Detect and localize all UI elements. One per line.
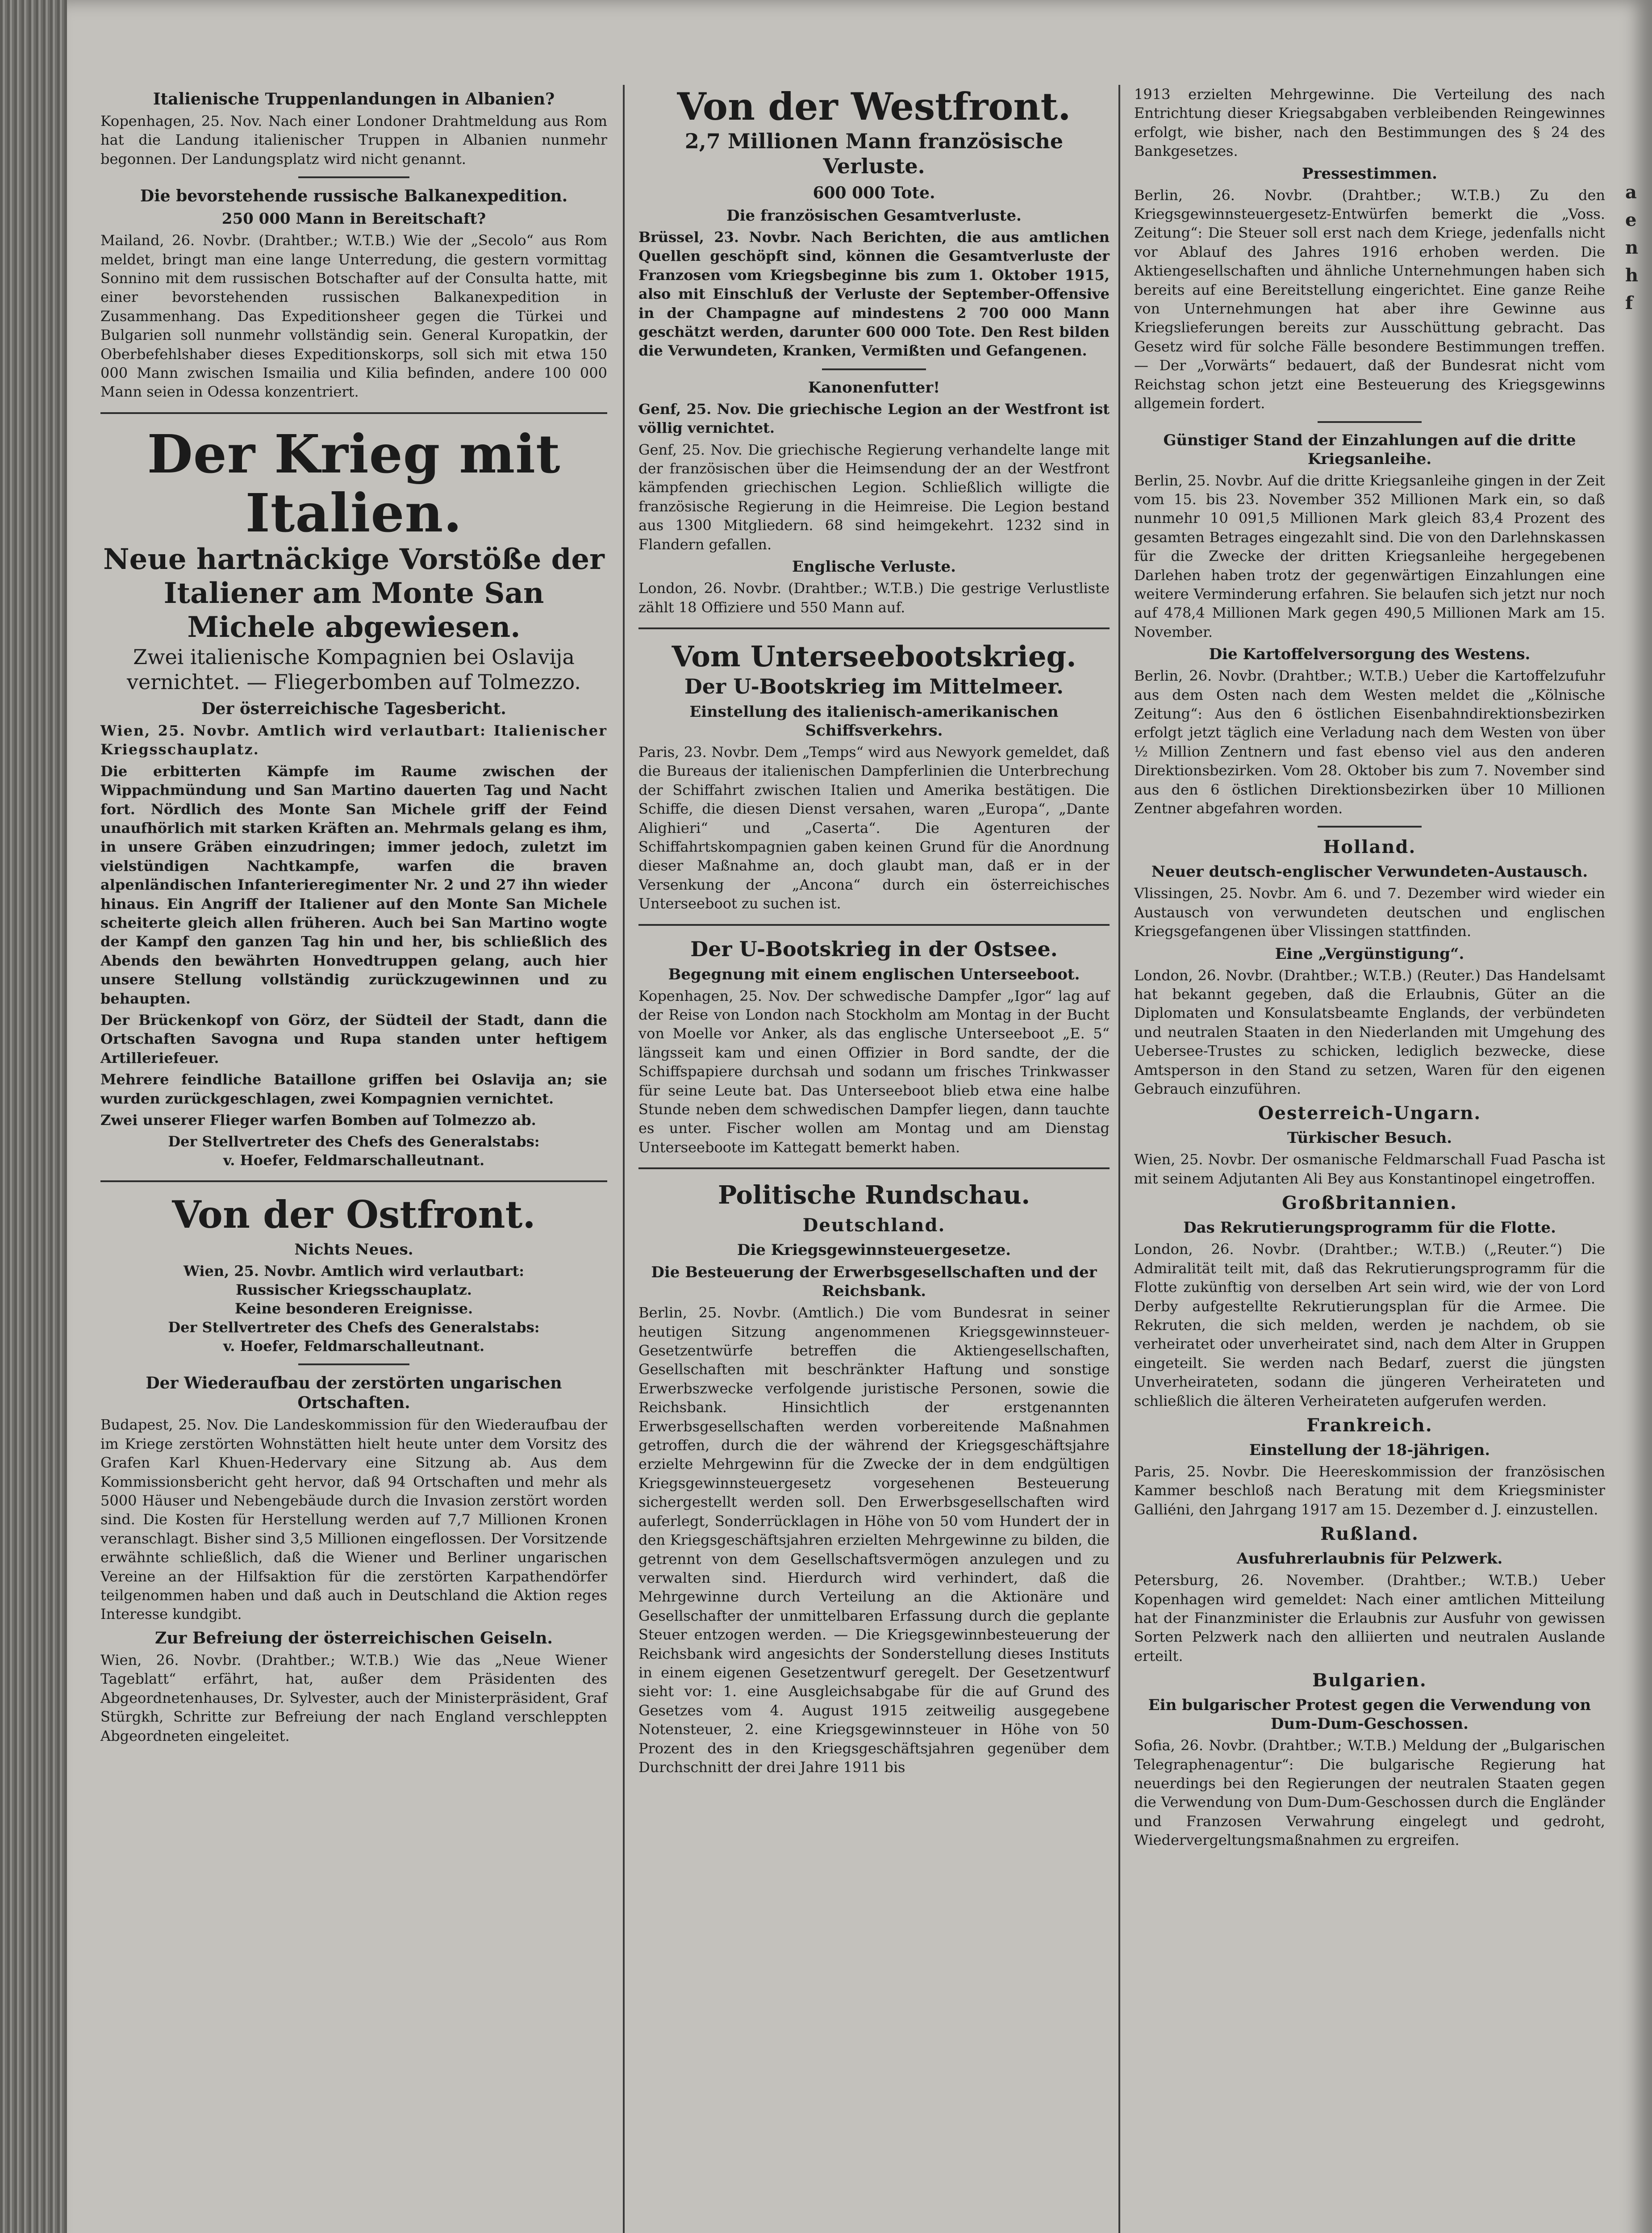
article-subheading: Die Besteuerung der Erwerbsgesellschaften und der Reichsbank. bbox=[651, 1263, 1097, 1300]
article-body: Genf, 25. Nov. Die griechische Legion an der Westfront ist völlig vernichtet. bbox=[638, 400, 1110, 437]
article-heading: Begegnung mit einem englischen Unterseeboot. bbox=[668, 965, 1080, 983]
article-body: London, 26. Novbr. (Drahtber.; W.T.B.) Die gestrige Verlustliste zählt 18 Offiziere und 550 Mann auf. bbox=[638, 580, 1110, 616]
headline-deck: Zwei italienische Kompagnien bei Oslavija vernichtet. — Fliegerbomben auf Tolmezzo. bbox=[127, 644, 581, 694]
section-divider bbox=[638, 924, 1110, 926]
signature: Der Stellvertreter des Chefs des Generalstabs: bbox=[168, 1319, 540, 1336]
article-heading: Die französischen Gesamtverluste. bbox=[726, 207, 1022, 225]
article-heading: Der Wiederaufbau der zerstörten ungarischen Ortschaften. bbox=[146, 1374, 562, 1413]
article-body: Keine besonderen Ereignisse. bbox=[234, 1300, 473, 1317]
column-rule bbox=[1118, 85, 1120, 2233]
article-heading: Die Kriegsgewinnsteuergesetze. bbox=[737, 1241, 1011, 1259]
article-heading: Pressestimmen. bbox=[1302, 164, 1437, 183]
country-heading: Rußland. bbox=[1320, 1523, 1419, 1545]
section-headline: Der Krieg mit Italien. bbox=[147, 422, 561, 544]
article-heading: Türkischer Besuch. bbox=[1287, 1129, 1452, 1147]
article-body: Berlin, 25. Novbr. (Amtlich.) Die vom Bundesrat in seiner heutigen Sitzung angenommenen Kriegsgewinnsteuer-Gesetzentwürfe betreffen die Aktiengesellschaften, Gesellschaften mit beschränkter Haftung und sonstige Erwerbszwecke verfolgende juristische Personen, sowie die Reichsbank. Hinsichtlich der erstgenannten Erwerbsgesellschaften werden vorbereitende Maßnahmen getroffen, durch die der während der Kriegsgeschäftsjahre erzielte Mehrgewinn für die Zwecke der in dem endgültigen Kriegsgewinnsteuergesetz vorgesehenen Besteuerung sichergestellt werden soll. Den Erwerbsgesellschaften wird auferlegt, Sonderrücklagen in Höhe von 50 vom Hundert der in den Kriegsgeschäftsjahren erzielten Mehrgewinne zu bilden, die getrennt von dem Gesellschaftsvermögen anzulegen und zu verwalten sind. Hierdurch wird verhindert, daß die Mehrgewinne durch Verteilung an die Aktionäre und Gesellschafter der unmittelbaren Erfassung durch die geplante Steuer entzogen werden. — Die Kriegsgewinnbesteuerung der Reichsbank wird angesichts der Sonderstellung dieses Instituts in einem eigenen Gesetzentwurf geregelt. Der Gesetzentwurf sieht vor: 1. eine Ausgleichsabgabe für die auf Grund des Gesetzes vom 4. August 1915 zeitweilig ausgegebene Notensteuer, 2. eine Kriegsgewinnsteuer in Höhe von 50 Prozent des in den Kriegsgeschäftsjahren gegenüber dem Durchschnitt der drei Jahre 1911 bis bbox=[638, 1304, 1110, 1776]
article-body: Sofia, 26. Novbr. (Drahtber.; W.T.B.) Meldung der „Bulgarischen Telegraphenagentur“: Die bulgarische Regierung hat neuerdings bei den Regierungen der neutralen Staaten gegen die Verwendung von Dum-Dum-Geschossen durch die Engländer und Franzosen Verwahrung eingelegt und gedroht, Wiedervergeltungsmaßnahmen zu ergreifen. bbox=[1134, 1737, 1605, 1849]
article-heading: Eine „Vergünstigung“. bbox=[1275, 945, 1464, 963]
article-body: Genf, 25. Nov. Die griechische Regierung verhandelte lange mit der französischen über die Heimsendung der an der Westfront kämpfenden griechischen Legion. Schließlich willigte die französische Regierung in die Heimreise. Die Legion bestand aus 1300 Mitgliedern. 68 sind heimgekehrt. 1232 sind in Flandern gefallen. bbox=[638, 441, 1110, 553]
headline-deck: 600 000 Tote. bbox=[813, 184, 935, 202]
section-divider bbox=[100, 1180, 607, 1182]
divider bbox=[1318, 421, 1421, 423]
country-heading: Bulgarien. bbox=[1312, 1670, 1427, 1691]
section-divider bbox=[638, 1167, 1110, 1169]
divider bbox=[822, 368, 926, 370]
article-body: Brüssel, 23. Novbr. Nach Berichten, die aus amtlichen Quellen geschöpft sind, können die Gesamtverluste der Franzosen vom Kriegsbeginne bis zum 1. Oktober 1915, also mit Einschluß der Verluste der September-Offensive in der Champagne auf mindestens 2 700 000 Mann geschätzt werden, darunter 600 000 Tote. Den Rest bilden die Verwundeten, Kranken, Vermißten und Gefangenen. bbox=[638, 229, 1110, 360]
article-heading: Englische Verluste. bbox=[792, 558, 956, 576]
article-heading: Das Rekrutierungsprogramm für die Flotte. bbox=[1183, 1219, 1556, 1237]
signature: v. Hoefer, Feldmarschalleutnant. bbox=[223, 1338, 485, 1355]
article-body: Berlin, 25. Novbr. Auf die dritte Kriegsanleihe gingen in der Zeit vom 15. bis 23. November 352 Millionen Mark ein, so daß nunmehr 10 091,5 Millionen Mark gleich 83,4 Prozent des gesamten Betrages eingezahlt sind. Die von den Darlehnskassen für die Zwecke der dritten Kriegsanleihe hergegebenen Darlehen haben trotz der gegenwärtigen Einzahlungen eine weitere Verminderung erfahren. Sie belaufen sich jetzt nur noch auf 478,4 Millionen Mark gegen 490,5 Millionen Mark am 15. November. bbox=[1134, 472, 1605, 640]
divider bbox=[298, 176, 410, 178]
article-body: Mailand, 26. Novbr. (Drahtber.; W.T.B.) Wie der „Secolo“ aus Rom meldet, bringt man eine lange Unterredung, die gestern vormittag Sonnino mit dem russischen Botschafter auf der Consulta hatte, mit einer bevorstehenden russischen Balkanexpedition in Zusammenhang. Das Expeditionsheer gegen die Türkei und Bulgarien soll nunmehr vollständig sein. General Kuropatkin, der Oberbefehlshaber dieses Expeditionskorps, soll sich mit etwa 150 000 Mann zwischen Ismailia und Kilia befinden, andere 100 000 Mann seien in Odessa konzentriert. bbox=[100, 232, 607, 401]
country-heading: Holland. bbox=[1323, 836, 1416, 858]
headline-deck: Der U-Bootskrieg im Mittelmeer. bbox=[684, 674, 1064, 698]
article-body: Berlin, 26. Novbr. (Drahtber.; W.T.B.) Zu den Kriegsgewinnsteuergesetz-Entwürfen bemerkt die „Voss. Zeitung“: Die Steuer soll erst nach dem Kriege, jedenfalls nicht vor Ablauf des Jahres 1916 erhoben werden. Die Aktiengesellschaften und ähnliche Unternehmungen haben sich bereits auf eine Bereitstellung eingerichtet. Eine ganze Reihe von Unternehmungen hat aber ihre Gewinne aus Kriegslieferungen bereits zur Ausschüttung gebracht. Das Gesetz wird für solche Fälle besondere Bestimmungen treffen. — Der „Vorwärts“ bedauert, daß der Bundesrat nicht vom Reichstag schon jetzt eine Besteuerung des Kriegsgewinns allgemein fordert. bbox=[1134, 186, 1605, 412]
article-heading: Einstellung des italienisch-amerikanischen Schiffsverkehrs. bbox=[689, 703, 1059, 740]
country-heading: Frankreich. bbox=[1306, 1414, 1433, 1436]
signature: v. Hoefer, Feldmarschalleutnant. bbox=[223, 1152, 485, 1169]
section-divider bbox=[638, 627, 1110, 629]
country-heading: Deutschland. bbox=[802, 1215, 946, 1236]
article-subheading: 250 000 Mann in Bereitschaft? bbox=[221, 210, 486, 228]
article-body: Petersburg, 26. November. (Drahtber.; W.T.B.) Ueber Kopenhagen wird gemeldet: Nach einer amtlichen Mitteilung hat der Finanzminister die Erlaubnis zur Ausfuhr von gewissen Sorten Pelzwerk nach den alliierten und neutralen Auslande erteilt. bbox=[1134, 1572, 1605, 1664]
section-divider bbox=[100, 412, 607, 414]
section-headline: Vom Unterseebootskrieg. bbox=[672, 640, 1076, 673]
article-heading: Einstellung der 18-jährigen. bbox=[1249, 1441, 1490, 1459]
section-headline: Der U-Bootskrieg in der Ostsee. bbox=[690, 937, 1058, 961]
article-heading: Italienische Truppenlandungen in Albanien? bbox=[153, 90, 555, 109]
headline-deck: 2,7 Millionen Mann französische Verluste. bbox=[684, 129, 1064, 178]
divider bbox=[1318, 826, 1421, 828]
book-binding bbox=[0, 0, 67, 2233]
article-heading: Zur Befreiung der österreichischen Geiseln. bbox=[155, 1628, 553, 1648]
article-body: Paris, 25. Novbr. Die Heereskommission der französischen Kammer beschloß nach Beratung mit dem Kriegsminister Galliéni, den Jahrgang 1917 am 15. Dezember d. J. einzustellen. bbox=[1134, 1463, 1605, 1518]
article-subheading: Nichts Neues. bbox=[294, 1241, 413, 1259]
headline-deck: Neue hartnäckige Vorstöße der Italiener am Monte San Michele abgewiesen. bbox=[103, 542, 605, 644]
article-body: Die erbitterten Kämpfe im Raume zwischen der Wippachmündung und San Martino dauerten Tag und Nacht fort. Nördlich des Monte San Michele griff der Feind unaufhörlich mit starken Kräften an. Mehrmals gelang es ihm, in unsere Gräben einzudringen; immer jedoch, zuletzt im vielstündigen Nachtkampfe, warfen die braven alpenländischen Infanterieregimenter Nr. 2 und 27 ihn wieder hinaus. Ein Angriff der Italiener auf den Monte San Michele scheiterte gleich allen früheren. Auch bei San Martino wogte der Kampf den ganzen Tag hin und her, bis schließlich des Abends den bewährten Honvedtruppen gelang, auch hier unsere Stellung vollständig zurückzugewinnen und zu behaupten. bbox=[100, 762, 607, 1007]
article-heading: Die Kartoffelversorgung des Westens. bbox=[1209, 645, 1531, 664]
article-body: Kopenhagen, 25. Nov. Der schwedische Dampfer „Igor“ lag auf der Reise von London nach Stockholm am Montag in der Bucht von Moelle vor Anker, als das englische Unterseeboot „E. 5“ längsseit kam und einen Offizier in Bord sandte, der die Schiffspapiere durchsah und sodann um frisches Trinkwasser für seine Leute bat. Das Unterseeboot blieb etwa eine halbe Stunde neben dem schwedischen Dampfer liegen, dann tauchte es unter. Fischer wollen am Montag und am Dienstag Unterseeboote im Kattegatt bemerkt haben. bbox=[638, 987, 1110, 1156]
article-heading: Ein bulgarischer Protest gegen die Verwendung von Dum-Dum-Geschossen. bbox=[1148, 1696, 1591, 1733]
article-body: Zwei unserer Flieger warfen Bomben auf Tolmezzo ab. bbox=[100, 1112, 536, 1129]
section-headline: Politische Rundschau. bbox=[718, 1180, 1030, 1210]
article-body: Budapest, 25. Nov. Die Landeskommission für den Wiederaufbau der im Kriege zerstörten Wohnstätten hielt heute unter dem Vorsitz des Grafen Karl Khuen-Hedervary eine Sitzung ab. Aus dem Kommissionsbericht geht hervor, daß 94 Ortschaften und mehr als 5000 Häuser und Nebengebäude durch die Invasion zerstört worden sind. Die Kosten für Herstellung werden auf 7,7 Millionen Kronen veranschlagt. Bisher sind 3,5 Millionen eingeflossen. Der Vorsitzende erwähnte schließlich, daß die Wiener und Berliner ungarischen Vereine an der Hilfsaktion für die zerstörten Karpathendörfer teilgenommen haben und daß auch in Deutschland die Aktion reges Interesse kundgibt. bbox=[100, 1416, 607, 1623]
column-3 bbox=[1134, 85, 1605, 1852]
column-1 bbox=[100, 85, 607, 1748]
section-headline: Von der Westfront. bbox=[677, 84, 1071, 129]
article-body: London, 26. Novbr. (Drahtber.; W.T.B.) (Reuter.) Das Handelsamt hat bekannt gegeben, daß die Erlaubnis, Güter an die Diplomaten und Konsulatsbeamte Englands, der verbündeten und neutralen Staaten in den Niederlanden mit Umgehung des Uebersee-Trustes zu schicken, lediglich bezwecke, diese Amtsperson in den Stand zu setzen, Waren für den eigenen Gebrauch einzuführen. bbox=[1134, 966, 1605, 1098]
article-body: Russischer Kriegsschauplatz. bbox=[236, 1281, 472, 1299]
article-body: Berlin, 26. Novbr. (Drahtber.; W.T.B.) Ueber die Kartoffelzufuhr aus dem Osten nach dem Westen meldet die „Kölnische Zeitung“: Aus den 6 östlichen Eisenbahndirektionsbezirken erfolgt jetzt täglich eine Verladung nach dem Westen von über ½ Million Zentnern und fast ebenso viel aus den anderen Direktionsbezirken. Vom 28. Oktober bis zum 7. November sind aus den 6 östlichen Direktionsbezirken über 10 Millionen Zentner abgefahren worden. bbox=[1134, 667, 1605, 817]
column-rule bbox=[623, 85, 625, 2233]
article-heading: Günstiger Stand der Einzahlungen auf die dritte Kriegsanleihe. bbox=[1163, 431, 1576, 468]
signature: Der Stellvertreter des Chefs des Generalstabs: bbox=[168, 1133, 540, 1150]
article-body: London, 26. Novbr. (Drahtber.; W.T.B.) („Reuter.“) Die Admiralität teilt mit, daß das Rekrutierungsprogramm für die Flotte zukünftig von derselben Art sein wird, wie der von Lord Derby aufgestellte Rekrutierungsplan für die Armee. Die Rekruten, die sich melden, werden je nachdem, ob sie verheiratet oder unverheiratet sind, nach dem Alter in Gruppen eingeteilt. Sie werden nach Bedarf, zuerst die jüngsten Unverheirateten, sodann die jüngeren Verheirateten und schließlich die älteren Verheirateten aufgerufen werden. bbox=[1134, 1241, 1605, 1409]
article-body: Wien, 25. Novbr. Der osmanische Feldmarschall Fuad Pascha ist mit seinem Adjutanten Ali Bey aus Konstantinopel eingetroffen. bbox=[1134, 1151, 1605, 1187]
article-body: Wien, 26. Novbr. (Drahtber.; W.T.B.) Wie das „Neue Wiener Tageblatt“ erfährt, hat, außer dem Präsidenten des Abgeordnetenhauses, Dr. Sylvester, auch der Ministerpräsident, Graf Stürgkh, Schritte zur Befreiung der nach England verschleppten Abgeordneten eingeleitet. bbox=[100, 1651, 607, 1744]
article-body: Paris, 23. Novbr. Dem „Temps“ wird aus Newyork gemeldet, daß die Bureaus der italienischen Dampferlinien die Unterbrechung der Schiffahrt zwischen Italien und Amerika bestätigen. Die Schiffe, die diesen Dienst versahen, waren „Europa“, „Dante Alighieri“ und „Caserta“. Die Agenturen der Schiffahrtskompagnien gaben keinen Grund für die Anordnung dieser Maßnahme an, doch glaubt man, daß er in der Versenkung der „Ancona“ durch ein österreichisches Unterseeboot zu suchen ist. bbox=[638, 743, 1110, 912]
article-body: Wien, 25. Novbr. Amtlich wird verlautbart: Italienischer Kriegsschauplatz. bbox=[100, 722, 607, 758]
article-body: Mehrere feindliche Bataillone griffen bei Oslavija an; sie wurden zurückgeschlagen, zwei Kompagnien vernichtet. bbox=[100, 1071, 607, 1107]
section-headline: Von der Ostfront. bbox=[172, 1192, 536, 1237]
article-heading: Der österreichische Tagesbericht. bbox=[201, 699, 506, 718]
country-heading: Oesterreich-Ungarn. bbox=[1258, 1103, 1481, 1124]
article-body: Wien, 25. Novbr. Amtlich wird verlautbart: bbox=[183, 1263, 525, 1280]
article-body: Kopenhagen, 25. Nov. Nach einer Londoner Drahtmeldung aus Rom hat die Landung italienischer Truppen in Albanien nunmehr begonnen. Der Landungsplatz wird nicht genannt. bbox=[100, 113, 607, 167]
article-heading: Kanonenfutter! bbox=[808, 378, 940, 397]
country-heading: Großbritannien. bbox=[1282, 1192, 1457, 1214]
article-body: Vlissingen, 25. Novbr. Am 6. und 7. Dezember wird wieder ein Austausch von verwundeten deutschen und englischen Kriegsgefangenen über Vlissingen stattfinden. bbox=[1134, 885, 1605, 940]
divider bbox=[298, 1363, 410, 1365]
adjacent-page-edge-text: a e n h f bbox=[1625, 182, 1639, 314]
article-heading: Neuer deutsch-englischer Verwundeten-Austausch. bbox=[1151, 863, 1588, 881]
article-heading: Ausfuhrerlaubnis für Pelzwerk. bbox=[1236, 1550, 1503, 1568]
article-body: 1913 erzielten Mehrgewinne. Die Verteilung des nach Entrichtung dieser Kriegsabgaben verbleibenden Reingewinnes erfolgt, wie bisher, nach den Bestimmungen des § 24 des Bankgesetzes. bbox=[1134, 86, 1605, 160]
column-2 bbox=[638, 85, 1110, 1779]
article-body: Der Brückenkopf von Görz, der Südteil der Stadt, dann die Ortschaften Savogna und Rupa standen unter heftigem Artilleriefeuer. bbox=[100, 1011, 607, 1066]
article-heading: Die bevorstehende russische Balkanexpedition. bbox=[140, 187, 568, 206]
